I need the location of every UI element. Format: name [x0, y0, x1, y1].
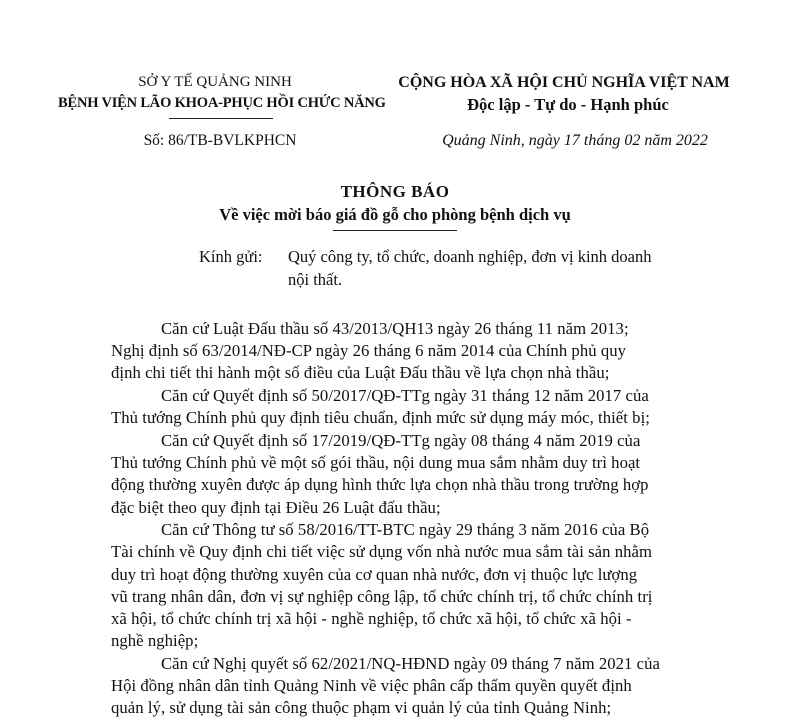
notice-subtitle: Về việc mời báo giá đồ gỗ cho phòng bệnh dịch vụ	[219, 205, 571, 224]
hospital-name: BỆNH VIỆN LÃO KHOA-PHỤC HỒI CHỨC NĂNG	[58, 95, 386, 111]
body-line: Căn cứ Quyết định số 50/2017/QĐ-TTg ngày 31 tháng 12 năm 2017 của	[161, 386, 649, 405]
body-line: duy trì hoạt động thường xuyên của cơ quan nhà nước, đơn vị thuộc lực lượng	[111, 565, 638, 584]
body-line: Căn cứ Quyết định số 17/2019/QĐ-TTg ngày 08 tháng 4 năm 2019 của	[161, 431, 641, 450]
republic-title: CỘNG HÒA XÃ HỘI CHỦ NGHĨA VIỆT NAM	[398, 74, 730, 91]
body-line: Căn cứ Luật Đấu thầu số 43/2013/QH13 ngày 26 tháng 11 năm 2013;	[161, 319, 629, 338]
national-motto: Độc lập - Tự do - Hạnh phúc	[467, 95, 669, 114]
recipient-line-1: Quý công ty, tổ chức, doanh nghiệp, đơn vị kinh doanh	[288, 247, 652, 266]
body-line: xã hội, tổ chức chính trị xã hội - nghề nghiệp, tổ chức xã hội, tổ chức xã hội -	[111, 609, 632, 628]
body-line: Tài chính về Quy định chi tiết việc sử dụng vốn nhà nước mua sắm tài sản nhằm	[111, 542, 653, 561]
body-line: Căn cứ Thông tư số 58/2016/TT-BTC ngày 29 tháng 3 năm 2016 của Bộ	[161, 520, 650, 539]
hospital-underline	[169, 118, 273, 119]
notice-title: THÔNG BÁO	[340, 182, 450, 201]
recipient-line-2: nội thất.	[288, 270, 343, 289]
body-line: Căn cứ Nghị quyết số 62/2021/NQ-HĐND ngày 09 tháng 7 năm 2021 của	[161, 654, 660, 673]
body-line: Hội đồng nhân dân tỉnh Quảng Ninh về việc phân cấp thẩm quyền quyết định	[111, 676, 632, 695]
body-line: đặc biệt theo quy định tại Điều 26 Luật đấu thầu;	[111, 498, 441, 517]
body-line: Nghị định số 63/2014/NĐ-CP ngày 26 tháng 6 năm 2014 của Chính phủ quy	[111, 341, 627, 360]
body-line: nghề nghiệp;	[111, 631, 199, 650]
department-name: SỞ Y TẾ QUẢNG NINH	[138, 74, 292, 90]
recipient-label: Kính gửi:	[199, 247, 263, 266]
body-line: Thủ tướng Chính phủ quy định tiêu chuẩn, định mức sử dụng máy móc, thiết bị;	[111, 408, 650, 427]
subtitle-underline	[333, 230, 457, 231]
body-line: định chi tiết thi hành một số điều của Luật Đấu thầu về lựa chọn nhà thầu;	[111, 363, 610, 382]
body-line: vũ trang nhân dân, đơn vị sự nghiệp công lập, tổ chức chính trị, tổ chức chính trị	[111, 587, 653, 606]
body-line: động thường xuyên được áp dụng hình thức lựa chọn nhà thầu trong trường hợp	[111, 475, 649, 494]
place-and-date: Quảng Ninh, ngày 17 tháng 02 năm 2022	[442, 132, 708, 149]
body-line: quản lý, sử dụng tài sản công thuộc phạm vi quản lý của tỉnh Quảng Ninh;	[111, 698, 612, 717]
body-line: Thủ tướng Chính phủ về một số gói thầu, nội dung mua sắm nhằm duy trì hoạt	[111, 453, 641, 472]
document-number: Số: 86/TB-BVLKPHCN	[143, 132, 297, 149]
